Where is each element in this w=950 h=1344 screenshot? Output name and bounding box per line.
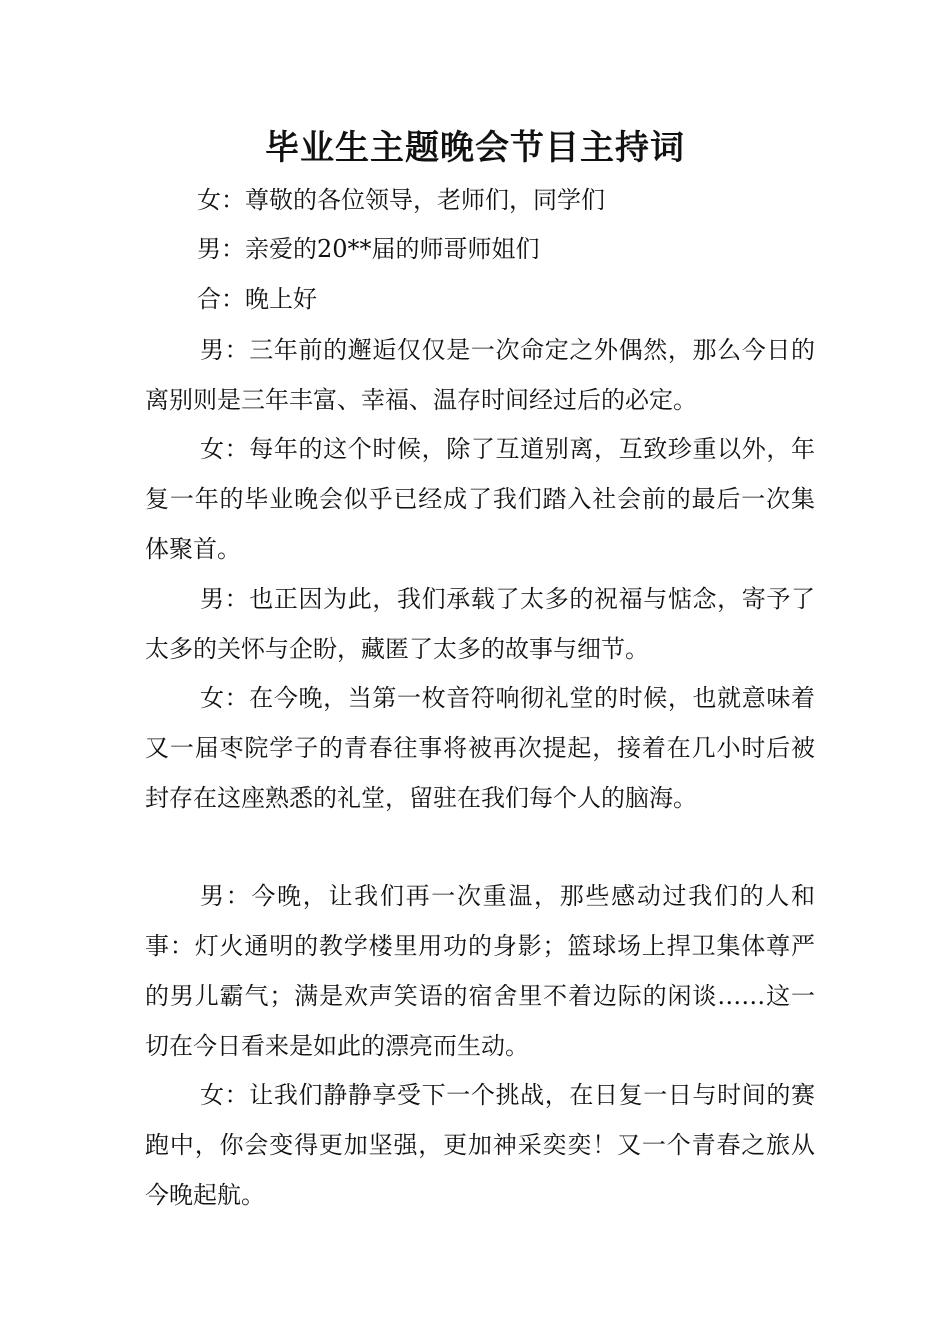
document-title: 毕业生主题晚会节目主持词 <box>265 128 685 168</box>
paragraph-1: 男：三年前的邂逅仅仅是一次命定之外偶然，那么今日的离别则是三年丰富、幸福、温存时间经过后的必定。 <box>145 336 815 414</box>
opening-line-female: 女：尊敬的各位领导，老师们，同学们 <box>197 186 605 214</box>
paragraph-3: 男：也正因为此，我们承载了太多的祝福与惦念，寄予了太多的关怀与企盼，藏匿了太多的故事与细节。 <box>145 585 815 663</box>
opening-line-male: 男：亲爱的20**届的师哥师姐们 <box>197 235 540 263</box>
paragraph-6: 女：让我们静静享受下一个挑战，在日复一日与时间的赛跑中，你会变得更加坚强，更加神采奕奕！又一个青春之旅从今晚起航。 <box>145 1081 815 1209</box>
paragraph-2: 女：每年的这个时候，除了互道别离，互致珍重以外，年复一年的毕业晚会似乎已经成了我们踏入社会前的最后一次集体聚首。 <box>145 435 815 563</box>
paragraph-5: 男：今晚，让我们再一次重温，那些感动过我们的人和事：灯火通明的教学楼里用功的身影；篮球场上捍卫集体尊严的男儿霸气；满是欢声笑语的宿舍里不着边际的闲谈……这一切在今日看来是如此的漂亮而生动。 <box>145 882 815 1060</box>
opening-line-together: 合：晚上好 <box>197 285 317 313</box>
paragraph-4: 女：在今晚，当第一枚音符响彻礼堂的时候，也就意味着又一届枣院学子的青春往事将被再次提起，接着在几小时后被封存在这座熟悉的礼堂，留驻在我们每个人的脑海。 <box>145 684 815 812</box>
